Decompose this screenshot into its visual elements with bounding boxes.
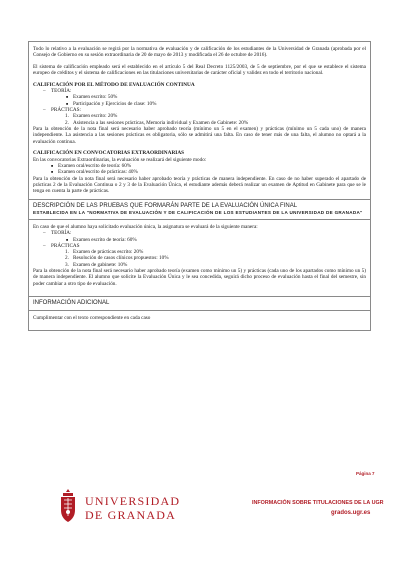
list-item: 3. Examen de gabinete: 10% [65, 261, 128, 268]
list-item: – PRÁCTICAS: [33, 107, 366, 113]
list-item: – PRÁCTICAS [33, 243, 366, 249]
paragraph: En las convocatorias Extraordinarias, la evaluación se realizará del siguiente modo: [33, 156, 207, 163]
guide-table [28, 41, 371, 331]
list-item: ■ Participación y Ejercicios de clase: 10% [33, 101, 366, 107]
heading-continuous: CALIFICACIÓN POR EL MÉTODO DE EVALUACIÓN CONTINUA [33, 81, 195, 88]
list-item: ■ Examen oral/escrito de prácticas: 40% [33, 169, 366, 175]
list-item: ■ Examen oral/escrito de teoría: 60% [33, 163, 366, 169]
heading-extraordinary: CALIFICACIÓN EN CONVOCATORIAS EXTRAORDINARIAS [33, 150, 185, 157]
section-title: INFORMACIÓN ADICIONAL [33, 300, 110, 307]
paragraph: El sistema de calificación empleado será el establecido en el artículo 5 del Real Decreto 1125/2003, de 5 de septiembre, por el que se establece el sistema europeo de créditos y el sistema de calificaciones en las titulaciones universitarias de carácter oficial y validez en todo el territorio nacional. [33, 63, 366, 77]
paragraph: En caso de que el alumno haya solicitado evaluación única, la asignatura se evaluará de la siguiente manera: [33, 223, 258, 230]
list-item: ■ Examen escrito de teoría: 60% [33, 237, 366, 243]
paragraph: Cumplimentar con el texto correspondiente en cada caso [33, 315, 151, 322]
list-item: ■ Examen escrito: 50% [33, 94, 366, 100]
crest-icon [58, 488, 78, 524]
footer-info: INFORMACIÓN SOBRE TITULACIONES DE LA UGR [252, 500, 384, 506]
list-item: 2. Asistencia a las sesiones prácticas, Memoria individual y Examen de Gabinete: 20% [65, 119, 249, 126]
list-item: 1. Examen de prácticas escrito: 20% [65, 249, 144, 256]
paragraph: Todo lo relativo a la evaluación se regirá por la normativa de evaluación y de calificación de los estudiantes de la Universidad de Granada (aprobada por el Consejo de Gobierno en su sesión extraordinaria de 20 de mayo de 2013 y modificada el 26 de octubre de 2016). [33, 46, 366, 59]
additional-info-header-cell [29, 297, 370, 311]
list-item: – TEORÍA: [33, 88, 366, 94]
university-name-line1: UNIVERSIDAD [85, 494, 181, 508]
footer-site: grados.ugr.es [331, 510, 371, 516]
university-name-line2: DE GRANADA [85, 508, 176, 522]
section-subtitle: ESTABLECIDA EN LA "NORMATIVA DE EVALUACIÓN Y DE CALIFICACIÓN DE LOS ESTUDIANTES DE LA UNIVERSIDAD DE GRANADA" [33, 209, 363, 215]
page-number: Página 7 [356, 471, 375, 476]
paragraph: Para la obtención de la nota final será necesario haber aprobado teoría (examen como mínimo un 5) y prácticas (cada uno de los apartados como mínimo un 5) de manera independiente. El alumno que solicite la Evaluación Única y le sea concedida, seguirá dicho proceso de evaluación hasta el final del semestre, sin poder cambiar a otro tipo de evaluación. [33, 268, 366, 287]
single-evaluation-cell [29, 220, 370, 297]
evaluation-cell [29, 42, 370, 200]
list-item: 2. Resolución de casos clínicos propuestos: 10% [65, 255, 169, 262]
list-item: 1. Examen escrito: 20% [65, 113, 118, 120]
paragraph: Para la obtención de la nota final será necesario haber aprobado teoría (mínimo un 5 en el examen) y prácticas (mínimo un 5 cada uno) de manera independiente. La asistencia a las sesiones prácticas es obligatoria, sólo se admitirá una falta. En caso de tener más de una falta, el alumno no optará a la evaluación continua. [33, 125, 366, 145]
paragraph: Para la obtención de la nota final será necesario haber aprobado teoría y prácticas de manera independiente. En caso de no haber superado el apartado de prácticas 2 de la Evaluación Continua o 2 y 3 de la Evaluación Única, el estudiante además deberá realizar un examen de Aptitud en Gabinete para que se le tenga en cuenta la parte de prácticas. [33, 175, 366, 195]
additional-info-cell [29, 311, 370, 329]
single-evaluation-header-cell [29, 200, 370, 220]
list-item: – TEORÍA: [33, 230, 366, 236]
university-logo [58, 488, 188, 524]
section-title: DESCRIPCIÓN DE LAS PRUEBAS QUE FORMARÁN PARTE DE LA EVALUACIÓN ÚNICA FINAL [33, 202, 298, 209]
